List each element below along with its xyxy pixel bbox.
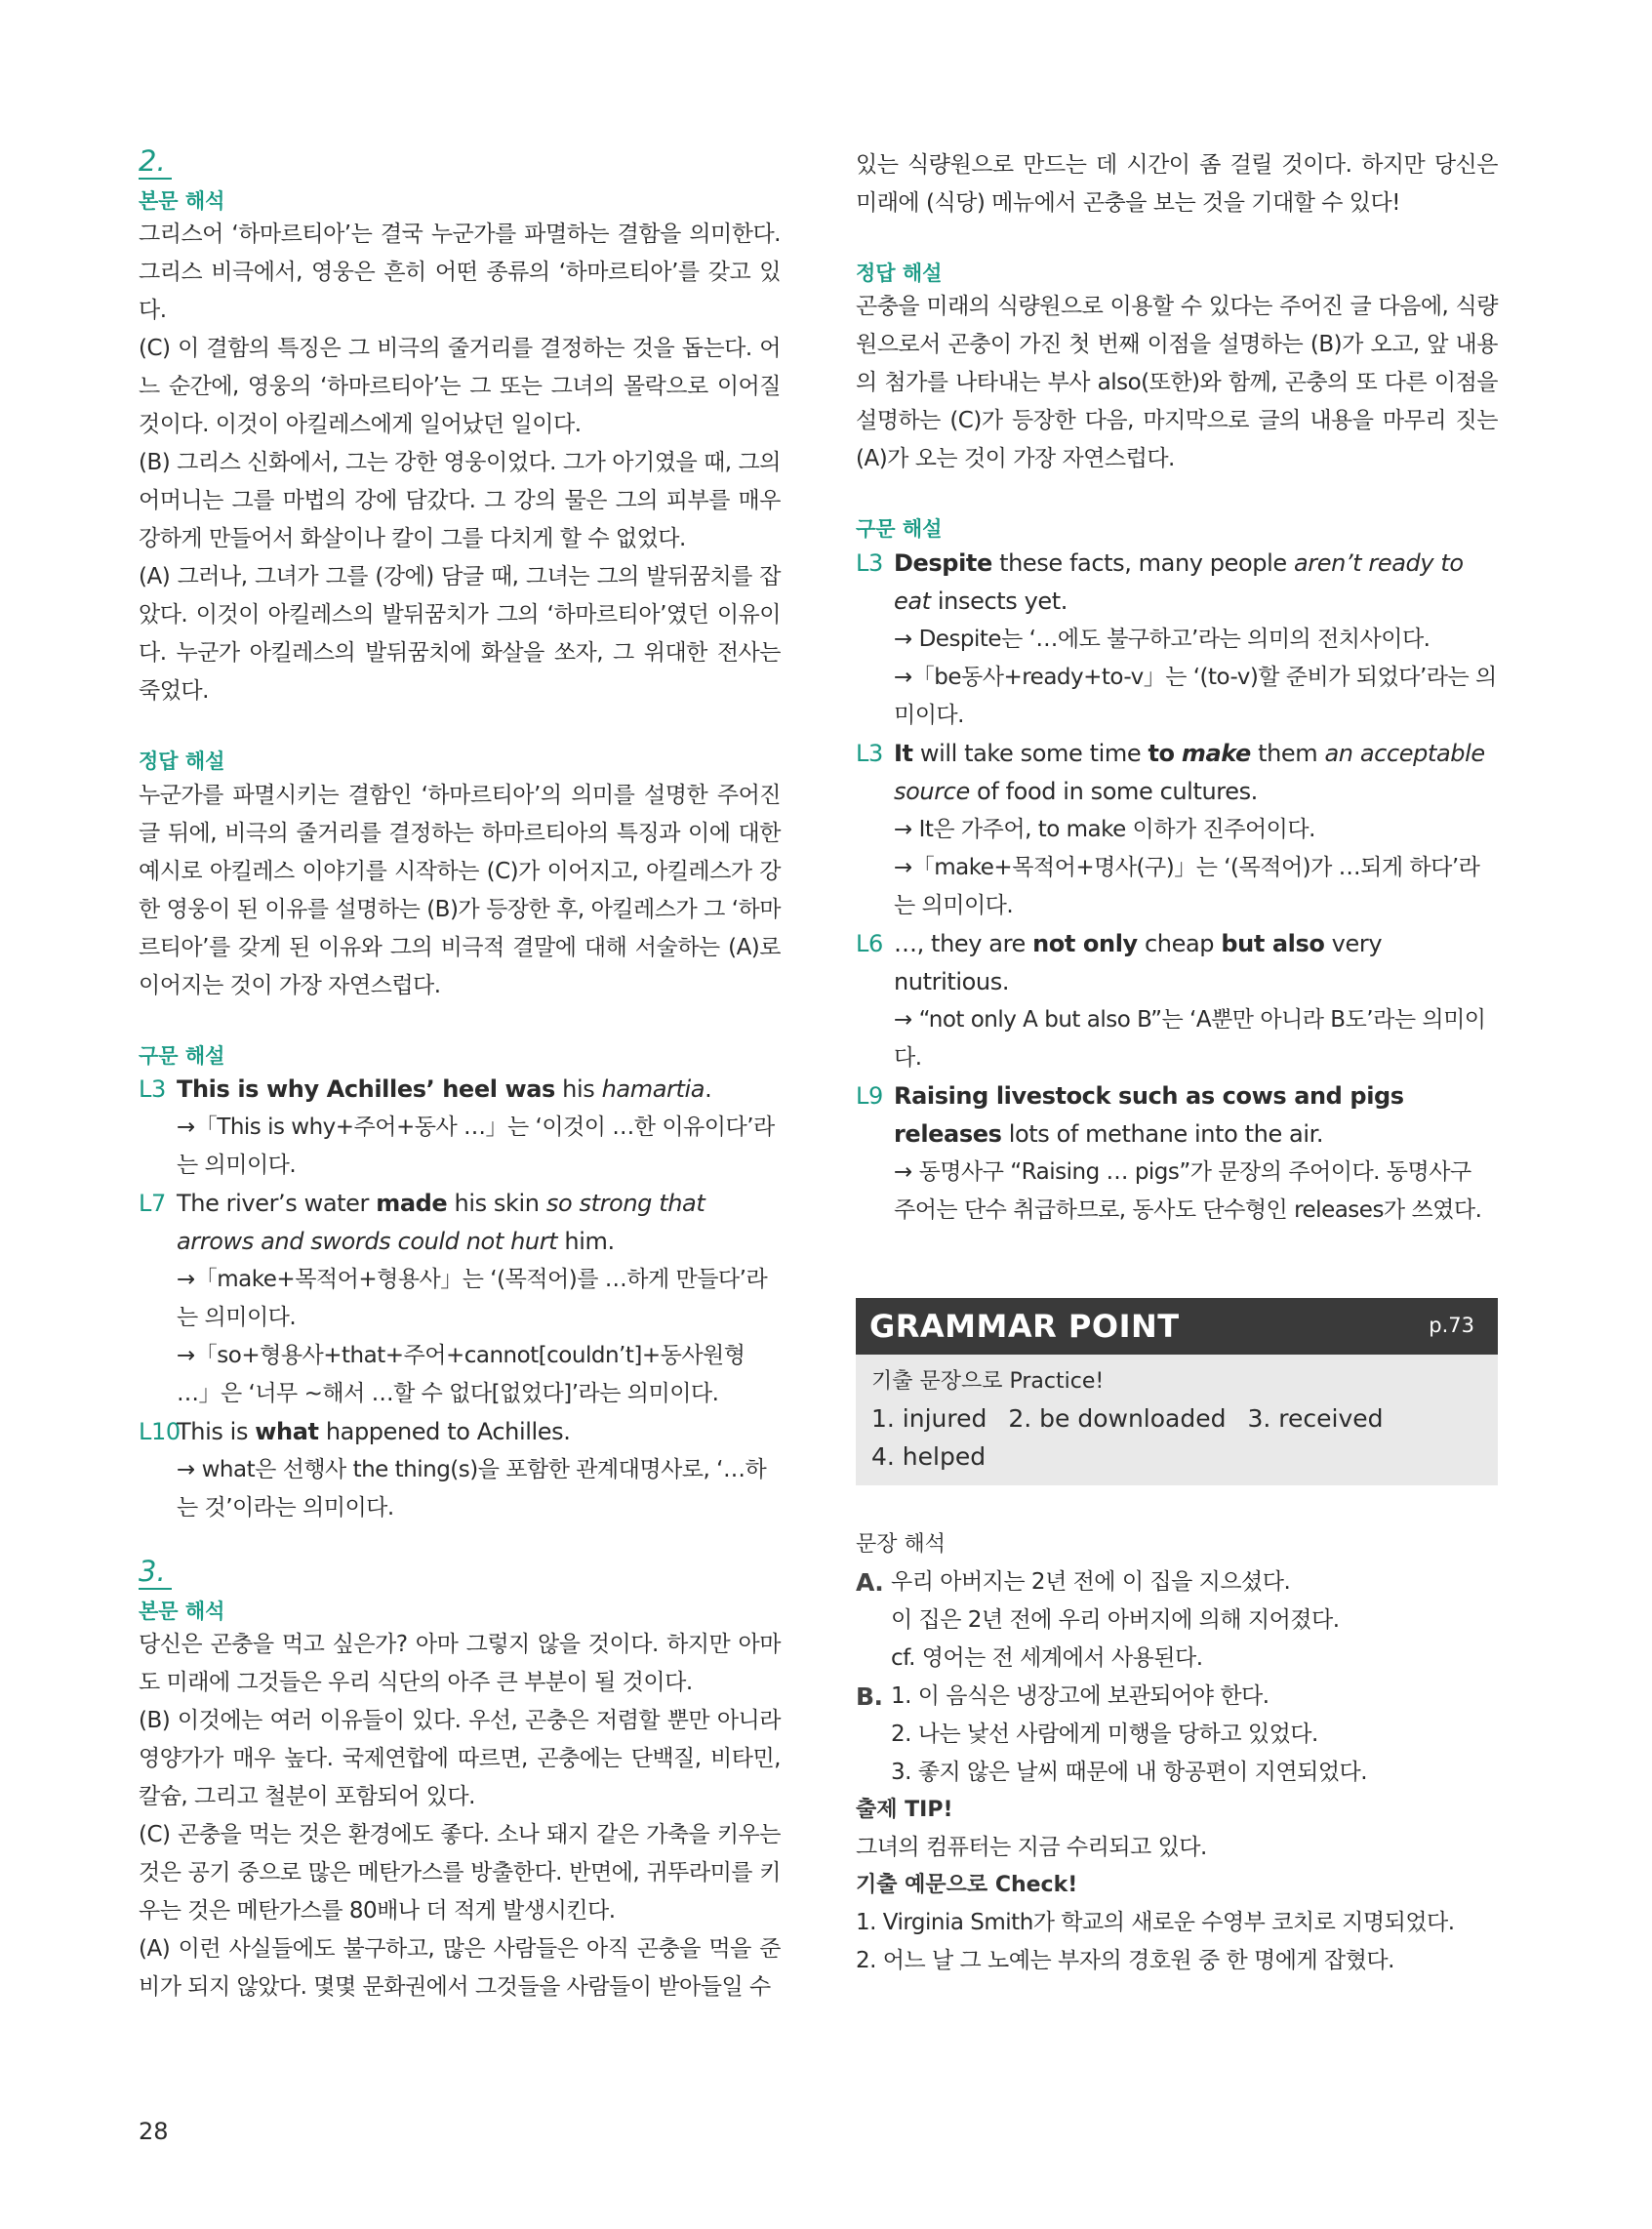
line-label: L3 [856,739,883,767]
grammar-answers-line-2: 4. helped [871,1441,987,1471]
line-label: L9 [856,1081,883,1110]
check-line: 1. Virginia Smith가 학교의 새로운 수영부 코치로 지명되었다. [856,1909,1455,1935]
syntax-item-l9 [856,1077,1498,1230]
translation-line: 이 집은 2년 전에 우리 아버지에 의해 지어졌다. [891,1606,1340,1633]
check-heading: 기출 예문으로 Check! [856,1872,1078,1897]
translation-line: 2. 나는 낯선 사람에게 미행을 당하고 있었다. [891,1721,1318,1747]
example-bold: It [894,739,913,767]
translation-line: 1. 이 음식은 냉장고에 보관되어야 한다. [891,1682,1269,1709]
example-text: these facts, many people [991,548,1294,577]
example-text: very nutritious. [894,929,1383,995]
grammar-point-body [856,1355,1498,1485]
grammar-point-box [856,1298,1498,1485]
example-bold-italic: make [1181,739,1251,767]
answer-item: 2. be downloaded [1008,1403,1227,1433]
example-text [1175,740,1182,767]
section-3-body-heading: 본문 해석 [139,1599,225,1623]
section-number-2: 2. [139,146,172,180]
grammar-point-subtitle: 기출 문장으로 Practice! [871,1368,1105,1394]
grammar-point-page-ref: p.73 [1429,1313,1474,1337]
s3-answer-text: 곤충을 미래의 식량원으로 이용할 수 있다는 주어진 글 다음에, 식량원으로서 곤충이 가진 첫 번째 이점을 설명하는 (B)가 오고, 앞 내용의 첨가를 나타내는 부사 also(또한)와 함께, 곤충의 또 다른 이점을 설명하는 (C)가 등장한 다음, 마지막으로 글의 내용을 마무리 짓는 (A)가 오는 것이 가장 자연스럽다. [856,294,1498,472]
syntax-note: →「be동사+ready+to-v」는 ‘(to-v)할 준비가 되었다’라는 의미이다. [894,664,1497,728]
example-text: insects yet. [930,587,1068,615]
grammar-point-title: GRAMMAR POINT [869,1307,1180,1345]
right-column [856,146,1498,1980]
example-text: This is [177,1418,256,1446]
grammar-point-header [856,1298,1498,1355]
line-label: L7 [139,1190,166,1218]
syntax-note: →「This is why+주어+동사 …」는 ‘이것이 …한 이유이다’라는 의미이다. [177,1114,775,1179]
syntax-note: → It은 가주어, to make 이하가 진주어이다. [894,816,1315,842]
example-bold: made [376,1190,448,1218]
example-italic: an acceptable source [894,739,1485,805]
example-text: …, they are [894,929,1033,957]
exam-tip-text: 그녀의 컴퓨터는 지금 수리되고 있다. [856,1834,1207,1860]
line-label: L3 [139,1075,166,1104]
example-bold: not only [1032,929,1138,957]
s3-body-para-3: (C) 곤충을 먹는 것은 환경에도 좋다. 소나 돼지 같은 가축을 키우는 것은 공기 중으로 많은 메탄가스를 방출한다. 반면에, 귀뚜라미를 키우는 것은 메탄가스를 80배나 더 적게 발생시킨다. [139,1822,781,1925]
syntax-item-l3-despite [856,545,1498,735]
syntax-item-l10 [139,1413,781,1527]
s2-body-para-3: (B) 그리스 신화에서, 그는 강한 영웅이었다. 그가 아기였을 때, 그의 어머니는 그를 마법의 강에 담갔다. 그 강의 물은 그의 피부를 매우 강하게 만들어서 화살이나 칼이 그를 다치게 할 수 없었다. [139,450,781,552]
example-text: happened to Achilles. [318,1418,571,1446]
example-text: his [554,1075,602,1104]
s3-body-continuation: 있는 식량원으로 만드는 데 시간이 좀 걸릴 것이다. 하지만 당신은 미래에 (식당) 메뉴에서 곤충을 보는 것을 기대할 수 있다! [856,152,1498,216]
syntax-item-l3-it [856,735,1498,925]
example-bold: to [1148,739,1175,767]
section-number-3: 3. [139,1557,172,1590]
example-italic: aren’t ready to eat [894,548,1464,615]
example-bold: Raising livestock such as cows and pigs releases [894,1081,1404,1148]
check-line: 2. 어느 날 그 노예는 부자의 경호원 중 한 명에게 잡혔다. [856,1947,1394,1973]
example-text: . [705,1075,712,1104]
syntax-note: →「make+목적어+명사(구)」는 ‘(목적어)가 …되게 하다’라는 의미이다. [894,854,1480,918]
example-italic: hamartia [601,1075,705,1104]
example-text: them [1250,739,1325,767]
section-2-body-heading: 본문 해석 [139,188,225,213]
translation-line: 우리 아버지는 2년 전에 이 집을 지으셨다. [891,1568,1291,1595]
s2-body-para-1: 그리스어 ‘하마르티아’는 결국 누군가를 파멸하는 결함을 의미한다. 그리스 비극에서, 영웅은 흔히 어떤 종류의 ‘하마르티아’를 갖고 있다. [139,222,781,324]
group-key: B. [856,1682,883,1711]
section-2-answer-heading: 정답 해설 [139,750,225,774]
example-text: lots of methane into the air. [1001,1119,1324,1148]
syntax-note: →「so+형용사+that+주어+cannot[couldn’t]+동사원형 …」은 ‘너무 ~해서 …할 수 없다[없었다]’라는 의미이다. [177,1343,745,1407]
exam-tip-heading: 출제 TIP! [856,1797,953,1822]
line-label: L6 [856,929,883,957]
grammar-answers-line-1 [871,1399,1482,1438]
syntax-note: → what은 선행사 the thing(s)을 포함한 관계대명사로, ‘…하는 것’이라는 의미이다. [177,1457,767,1521]
example-bold: This is why Achilles’ heel was [177,1075,555,1104]
example-italic: that arrows and swords could not hurt [177,1190,705,1256]
s2-body-para-2: (C) 이 결함의 특징은 그 비극의 줄거리를 결정하는 것을 돕는다. 어느 순간에, 영웅의 ‘하마르티아’는 그 또는 그녀의 몰락으로 이어질 것이다. 이것이 아킬레스에게 일어났던 일이다. [139,336,781,438]
example-text: him. [557,1228,615,1256]
example-text: The river’s water [177,1190,377,1218]
s3-body-para-2: (B) 이것에는 여러 이유들이 있다. 우선, 곤충은 저렴할 뿐만 아니라 영양가가 매우 높다. 국제연합에 따르면, 곤충에는 단백질, 비타민, 칼슘, 그리고 철분이 포함되어 있다. [139,1708,781,1810]
example-bold: what [255,1418,319,1446]
example-bold: Despite [894,548,992,577]
s2-answer-text: 누군가를 파멸시키는 결함인 ‘하마르티아’의 의미를 설명한 주어진 글 뒤에, 비극의 줄거리를 결정하는 하마르티아의 특징과 이에 대한 예시로 아킬레스 이야기를 시작하는 (C)가 이어지고, 아킬레스가 강한 영웅이 된 이유를 설명하는 (B)가 등장한 후, 아킬레스가 그 ‘하마르티아’를 갖게 된 이유와 그의 비극적 결말에 대해 서술하는 (A)로 이어지는 것이 가장 자연스럽다. [139,782,781,998]
example-text: cheap [1137,929,1222,957]
group-key: A. [856,1567,884,1597]
syntax-note: →「make+목적어+형용사」는 ‘(목적어)를 …하게 만들다’라는 의미이다. [177,1267,768,1331]
line-label: L10 [139,1418,181,1446]
translation-group-b [856,1678,1498,1792]
sentence-translation-heading: 문장 해석 [856,1531,947,1557]
translation-group-a [856,1563,1498,1678]
s2-body-para-4: (A) 그러나, 그녀가 그를 (강에) 담글 때, 그녀는 그의 발뒤꿈치를 잡았다. 이것이 아킬레스의 발뒤꿈치가 그의 ‘하마르티아’였던 이유이다. 누군가 아킬레스의 발뒤꿈치에 화살을 쏘자, 그 위대한 전사는 죽었다. [139,564,781,705]
page-number: 28 [139,2118,169,2145]
example-text: of food in some cultures. [969,777,1258,805]
syntax-note: → Despite는 ‘…에도 불구하고’라는 의미의 전치사이다. [894,626,1430,652]
syntax-item-l3 [139,1071,781,1185]
answer-item: 1. injured [871,1403,987,1433]
example-text: will take some time [912,739,1148,767]
syntax-item-l6 [856,925,1498,1077]
s3-body-para-4: (A) 이런 사실들에도 불구하고, 많은 사람들은 아직 곤충을 먹을 준비가 되지 않았다. 몇몇 문화권에서 그것들을 사람들이 받아들일 수 [139,1936,781,2001]
section-3-answer-heading: 정답 해설 [856,262,943,285]
answer-item: 3. received [1247,1403,1384,1433]
example-italic: so strong [545,1190,652,1218]
s3-body-para-1: 당신은 곤충을 먹고 싶은가? 아마 그렇지 않을 것이다. 하지만 아마도 미래에 그것들은 우리 식단의 아주 큰 부분이 될 것이다. [139,1632,781,1696]
section-3-syntax-heading: 구문 해설 [856,517,943,542]
syntax-note: → “not only A but also B”는 ‘A뿐만 아니라 B도’라는 의미이다. [894,1006,1486,1071]
translation-line: cf. 영어는 전 세계에서 사용된다. [891,1644,1203,1671]
example-bold: but also [1221,929,1325,957]
left-column [139,146,781,2006]
section-2-syntax-heading: 구문 해설 [139,1043,225,1068]
line-label: L3 [856,548,883,577]
translation-line: 3. 좋지 않은 날씨 때문에 내 항공편이 지연되었다. [891,1759,1368,1785]
syntax-note: → 동명사구 “Raising … pigs”가 문장의 주어이다. 동명사구 주어는 단수 취급하므로, 동사도 단수형인 releases가 쓰였다. [894,1158,1482,1223]
syntax-item-l7 [139,1185,781,1413]
example-text: his skin [447,1190,546,1218]
